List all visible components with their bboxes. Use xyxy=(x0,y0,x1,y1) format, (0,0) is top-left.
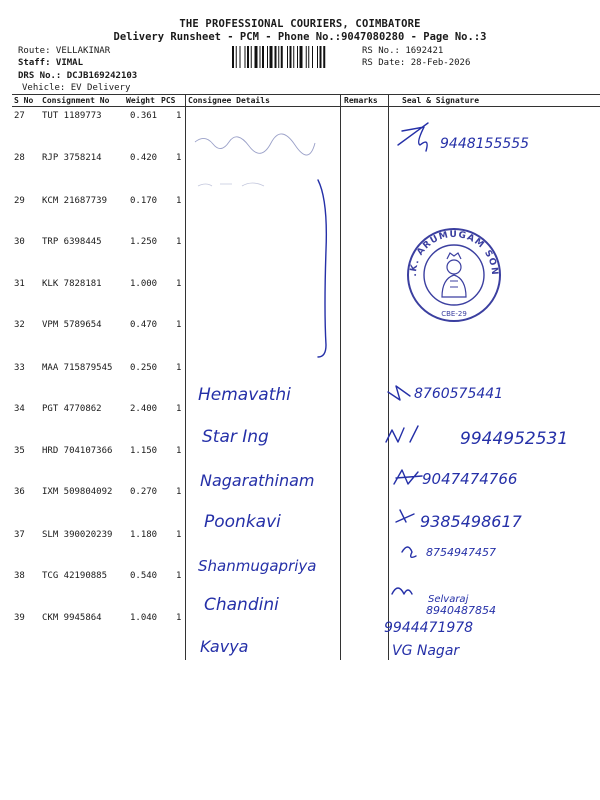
row-consignment: HRD 704107366 xyxy=(42,446,113,456)
row-weight: 1.150 xyxy=(130,446,158,456)
signature-mark xyxy=(394,470,422,484)
col-consignment: Consignment No xyxy=(42,96,110,105)
row-weight: 2.400 xyxy=(130,404,158,414)
row-consignment: KCM 21687739 xyxy=(42,196,108,206)
stamp-figure-crown xyxy=(447,253,461,259)
col-remarks: Remarks xyxy=(344,96,378,105)
row-pcs: 1 xyxy=(176,196,182,206)
row-pcs: 1 xyxy=(176,363,182,373)
row-sno: 38 xyxy=(14,571,25,581)
row-weight: 0.250 xyxy=(130,363,158,373)
signature-phone-27: 9448155555 xyxy=(440,136,530,152)
col-seal: Seal & Signature xyxy=(402,96,480,105)
row-weight: 0.470 xyxy=(130,320,158,330)
svg-text:V.K. ARUMUGAM SONS xyxy=(409,230,499,278)
row-sno: 36 xyxy=(14,487,25,497)
route-label: Route: VELLAKINAR xyxy=(18,46,111,56)
row-consignment: KLK 7828181 xyxy=(42,279,102,289)
signature-mark xyxy=(386,426,418,442)
faint-scribble xyxy=(198,183,264,186)
signature-mark xyxy=(388,386,410,400)
row-sno: 31 xyxy=(14,279,25,289)
consignee-name-37: Shanmugapriya xyxy=(198,557,317,575)
row-sno: 35 xyxy=(14,446,25,456)
row-sno: 32 xyxy=(14,320,25,330)
col-pcs: PCS xyxy=(161,96,176,105)
row-consignment: IXM 509804092 xyxy=(42,487,113,497)
row-consignment: PGT 4770862 xyxy=(42,404,102,414)
row-sno: 30 xyxy=(14,237,25,247)
row-weight: 1.040 xyxy=(130,613,158,623)
row-weight: 1.000 xyxy=(130,279,158,289)
row-weight: 0.170 xyxy=(130,196,158,206)
consignee-name-33: Hemavathi xyxy=(198,385,291,405)
row-sno: 34 xyxy=(14,404,25,414)
row-consignment: TRP 6398445 xyxy=(42,237,102,247)
consignee-name-35: Nagarathinam xyxy=(200,471,315,490)
stamp-figure-detail xyxy=(450,281,458,287)
row-consignment: VPM 5789654 xyxy=(42,320,102,330)
row-pcs: 1 xyxy=(176,404,182,414)
signature-mark xyxy=(398,123,428,151)
bracket-line xyxy=(318,180,326,357)
stamp-figure-body xyxy=(442,275,466,297)
rs-number: RS No.: 1692421 xyxy=(362,46,444,56)
consignee-name-34: Star Ing xyxy=(202,427,269,447)
company-title: THE PROFESSIONAL COURIERS, COIMBATORE xyxy=(179,18,421,30)
row-weight: 1.250 xyxy=(130,237,158,247)
consignee-name-39: Kavya xyxy=(200,637,249,656)
col-weight: Weight xyxy=(126,96,155,105)
signature-phone-38: 8940487854 xyxy=(426,604,496,617)
staff-label: Staff: VIMAL xyxy=(18,58,84,68)
row-sno: 33 xyxy=(14,363,25,373)
row-pcs: 1 xyxy=(176,237,182,247)
signature-mark xyxy=(392,588,412,594)
row-pcs: 1 xyxy=(176,571,182,581)
faint-scribble xyxy=(195,134,315,155)
drs-number: DRS No.: DCJB169242103 xyxy=(18,71,138,81)
signature-word-39: VG Nagar xyxy=(392,643,460,659)
signature-phone-39: 9944471978 xyxy=(384,620,474,636)
row-sno: 28 xyxy=(14,153,25,163)
row-consignment: MAA 715879545 xyxy=(42,363,113,373)
row-weight: 0.420 xyxy=(130,153,158,163)
row-weight: 1.180 xyxy=(130,530,158,540)
row-pcs: 1 xyxy=(176,279,182,289)
stamp-text: V.K. ARUMUGAM SONS xyxy=(408,229,500,278)
signature-word-38: Selvaraj xyxy=(428,594,469,605)
row-sno: 37 xyxy=(14,530,25,540)
row-pcs: 1 xyxy=(176,446,182,456)
row-weight: 0.540 xyxy=(130,571,158,581)
row-sno: 29 xyxy=(14,196,25,206)
row-pcs: 1 xyxy=(176,153,182,163)
signature-phone-36: 9385498617 xyxy=(420,512,522,531)
signature-phone-35: 9047474766 xyxy=(422,470,518,488)
row-weight: 0.270 xyxy=(130,487,158,497)
row-consignment: RJP 3758214 xyxy=(42,153,102,163)
row-sno: 39 xyxy=(14,613,25,623)
company-seal-stamp xyxy=(408,229,500,321)
row-pcs: 1 xyxy=(176,487,182,497)
signature-mark xyxy=(402,547,416,557)
row-consignment: TCG 42190885 xyxy=(42,571,108,581)
runsheet-subtitle: Delivery Runsheet - PCM - Phone No.:9047080280 - Page No.:3 xyxy=(113,31,487,43)
signature-phone-37: 8754947457 xyxy=(426,546,496,559)
signature-phone-33: 8760575441 xyxy=(414,386,504,402)
signature-mark xyxy=(396,510,414,522)
signature-phone-34: 9944952531 xyxy=(460,429,569,449)
vehicle-label: Vehicle: EV Delivery xyxy=(22,83,131,93)
row-weight: 0.361 xyxy=(130,111,158,121)
consignee-name-38: Chandini xyxy=(204,595,279,615)
row-sno: 27 xyxy=(14,111,25,121)
stamp-subtext: CBE-29 xyxy=(441,310,467,318)
col-sno: S No xyxy=(14,96,34,105)
row-pcs: 1 xyxy=(176,111,182,121)
consignee-name-36: Poonkavi xyxy=(204,512,281,532)
row-pcs: 1 xyxy=(176,613,182,623)
stamp-figure-head xyxy=(447,260,461,274)
row-pcs: 1 xyxy=(176,320,182,330)
row-consignment: TUT 1189773 xyxy=(42,111,102,121)
row-consignment: CKM 9945864 xyxy=(42,613,102,623)
rs-date: RS Date: 28-Feb-2026 xyxy=(362,58,471,68)
row-consignment: SLM 390020239 xyxy=(42,530,113,540)
col-consignee: Consignee Details xyxy=(188,96,270,105)
row-pcs: 1 xyxy=(176,530,182,540)
